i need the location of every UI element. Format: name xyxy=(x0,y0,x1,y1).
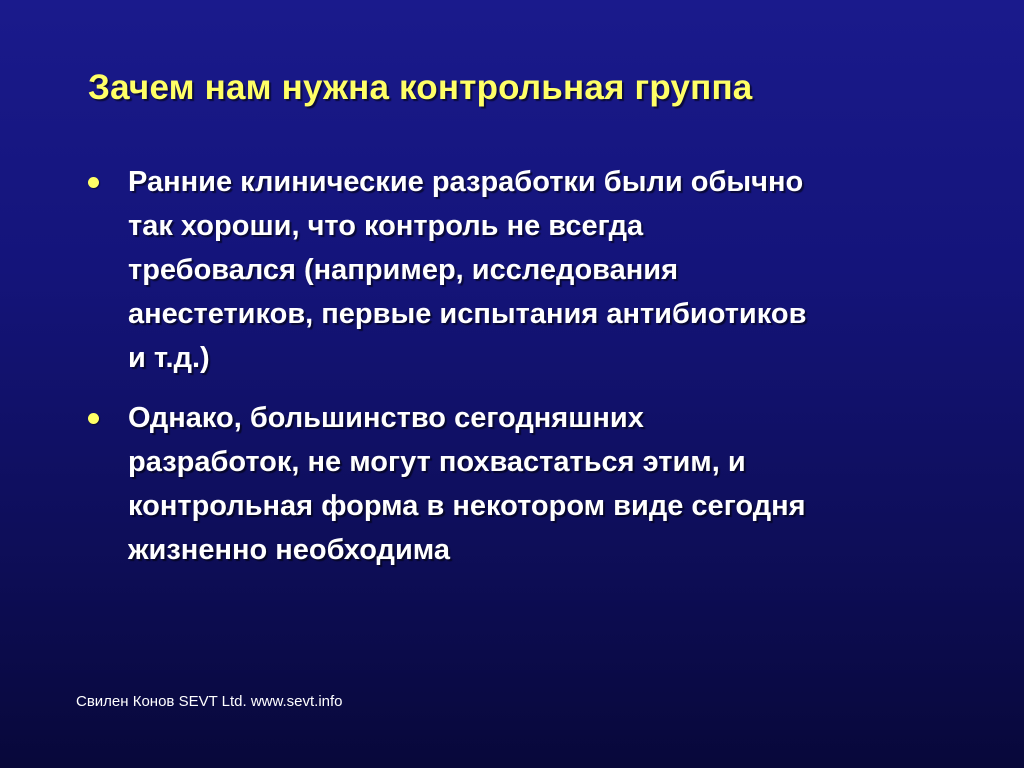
bullet-line: Ранние клинические разработки были обычно xyxy=(128,166,804,198)
bullet-item xyxy=(82,396,952,572)
bullet-line: так хороши, что контроль не всегда xyxy=(128,210,644,242)
slide-footer: Свилен Конов SEVT Ltd. www.sevt.info xyxy=(76,693,343,710)
bullet-line: требовался (например, исследования xyxy=(128,254,678,286)
bullet-line: разработок, не могут похвастаться этим, и xyxy=(128,446,746,478)
bullet-line: Однако, большинство сегодняшних xyxy=(128,402,644,434)
bullet-dot-icon xyxy=(88,413,99,424)
bullet-dot-icon xyxy=(88,177,99,188)
bullet-item xyxy=(82,160,952,380)
bullet-line: жизненно необходима xyxy=(128,534,450,566)
slide-title: Зачем нам нужна контрольная группа xyxy=(88,68,753,107)
bullet-line: контрольная форма в некотором виде сегодня xyxy=(128,490,806,522)
bullet-line: и т.д.) xyxy=(128,342,210,374)
bullet-list xyxy=(82,160,952,588)
bullet-line: анестетиков, первые испытания антибиотиков xyxy=(128,298,807,330)
